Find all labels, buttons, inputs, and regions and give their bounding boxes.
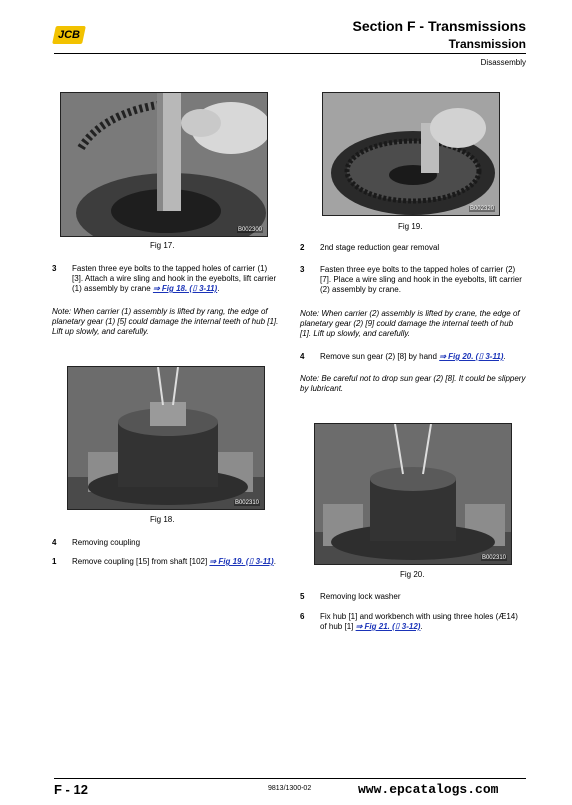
step-number: 3 xyxy=(52,264,57,273)
step-number: 5 xyxy=(300,592,305,601)
step-number: 3 xyxy=(300,265,305,274)
subsection-title: Transmission xyxy=(448,37,526,51)
step-number: 1 xyxy=(52,557,57,566)
fig19-photo xyxy=(322,92,500,216)
step-number: 6 xyxy=(300,612,305,621)
fig18-caption: Fig 18. xyxy=(150,515,175,524)
doc-number: 9813/1300-02 xyxy=(268,785,312,792)
fig19-ref: B002320 xyxy=(469,206,494,212)
hub-crane-illustration xyxy=(68,367,264,509)
fig17-photo xyxy=(60,92,268,237)
left-step-1: 1 Remove coupling [15] from shaft [102] ⇒ Fig 19. (⌷ 3-11). xyxy=(52,557,276,566)
left-step-4 xyxy=(52,538,280,548)
fig20-photo xyxy=(314,423,512,565)
fig17-caption: Fig 17. xyxy=(150,241,175,250)
right-step-4: 4 Remove sun gear (2) [8] by hand ⇒ Fig 20. (⌷ 3-11). xyxy=(300,352,506,361)
fig18-photo xyxy=(67,366,265,510)
step-text: Fasten three eye bolts to the tapped holes of carrier (2) [7]. Place a wire sling and hook in the eyebolts, lift carrier (2) assembly by crane. xyxy=(320,265,522,294)
step-text: Removing lock washer xyxy=(320,592,401,601)
header-rule xyxy=(54,53,526,54)
fig19-caption: Fig 19. xyxy=(398,222,423,231)
jcb-logo xyxy=(52,26,86,44)
step-text: Fix hub [1] and workbench with using three holes (Æ14) of hub [1] xyxy=(320,612,518,631)
step-text: Fasten three eye bolts to the tapped holes of carrier (1) [3]. Attach a wire sling and hook in the eyebolts, lift carrier (1) assembly by crane xyxy=(72,264,277,293)
hub-sling-illustration xyxy=(315,424,511,564)
step-number: 4 xyxy=(300,352,305,361)
right-note-2: Note: Be careful not to drop sun gear (2) [8]. It could be slippery by lubricant. xyxy=(300,374,526,393)
gear-shaft-illustration xyxy=(61,93,267,236)
section-title: Section F - Transmissions xyxy=(352,18,526,34)
step-number: 2 xyxy=(300,243,305,252)
logo-text: JCB xyxy=(57,29,80,41)
step-text: Remove coupling [15] from shaft [102] xyxy=(72,557,208,566)
left-step-3: 3 Fasten three eye bolts to the tapped holes of carrier (1) [3]. Attach a wire sling and hook in the eyebolts, lift carrier (1) assembly by crane ⇒ Fig 18. (⌷ 3-11). xyxy=(52,264,277,293)
footer-rule xyxy=(54,778,526,779)
fig20-link[interactable]: ⇒ Fig 20. (⌷ 3-11) xyxy=(439,352,504,361)
right-note-1: Note: When carrier (2) assembly is lifted by crane, the edge of planetary gear (2) [9] could damage the internal teeth of hub [1]. Lift up slowly, and carefully. xyxy=(300,309,520,338)
step-number: 4 xyxy=(52,538,57,547)
step-text: Remove sun gear (2) [8] by hand xyxy=(320,352,437,361)
fig21-link[interactable]: ⇒ Fig 21. (⌷ 3-12) xyxy=(355,622,421,631)
right-step-3 xyxy=(300,265,526,295)
fig18-link[interactable]: ⇒ Fig 18. (⌷ 3-11) xyxy=(152,284,218,293)
ring-gear-illustration xyxy=(323,93,499,215)
fig19-link[interactable]: ⇒ Fig 19. (⌷ 3-11) xyxy=(209,557,274,566)
fig18-ref: B002310 xyxy=(234,500,259,506)
step-text: Removing coupling xyxy=(72,538,141,547)
watermark: www.epcatalogs.com xyxy=(358,782,499,797)
right-step-6: 6 Fix hub [1] and workbench with using three holes (Æ14) of hub [1] ⇒ Fig 21. (⌷ 3-12). xyxy=(300,612,518,631)
step-text: 2nd stage reduction gear removal xyxy=(320,243,440,252)
fig20-caption: Fig 20. xyxy=(400,570,425,579)
left-note: Note: When carrier (1) assembly is lifted by rang, the edge of planetary gear (1) [5] could damage the internal teeth of hub [1]. Lift up slowly, and carefully. xyxy=(52,307,279,336)
right-step-5 xyxy=(300,592,526,602)
fig17-ref: B002300 xyxy=(237,227,262,233)
page-tag: Disassembly xyxy=(480,58,526,67)
fig20-ref: B002310 xyxy=(481,555,506,561)
page-number: F - 12 xyxy=(54,782,88,797)
right-step-2 xyxy=(300,243,526,253)
